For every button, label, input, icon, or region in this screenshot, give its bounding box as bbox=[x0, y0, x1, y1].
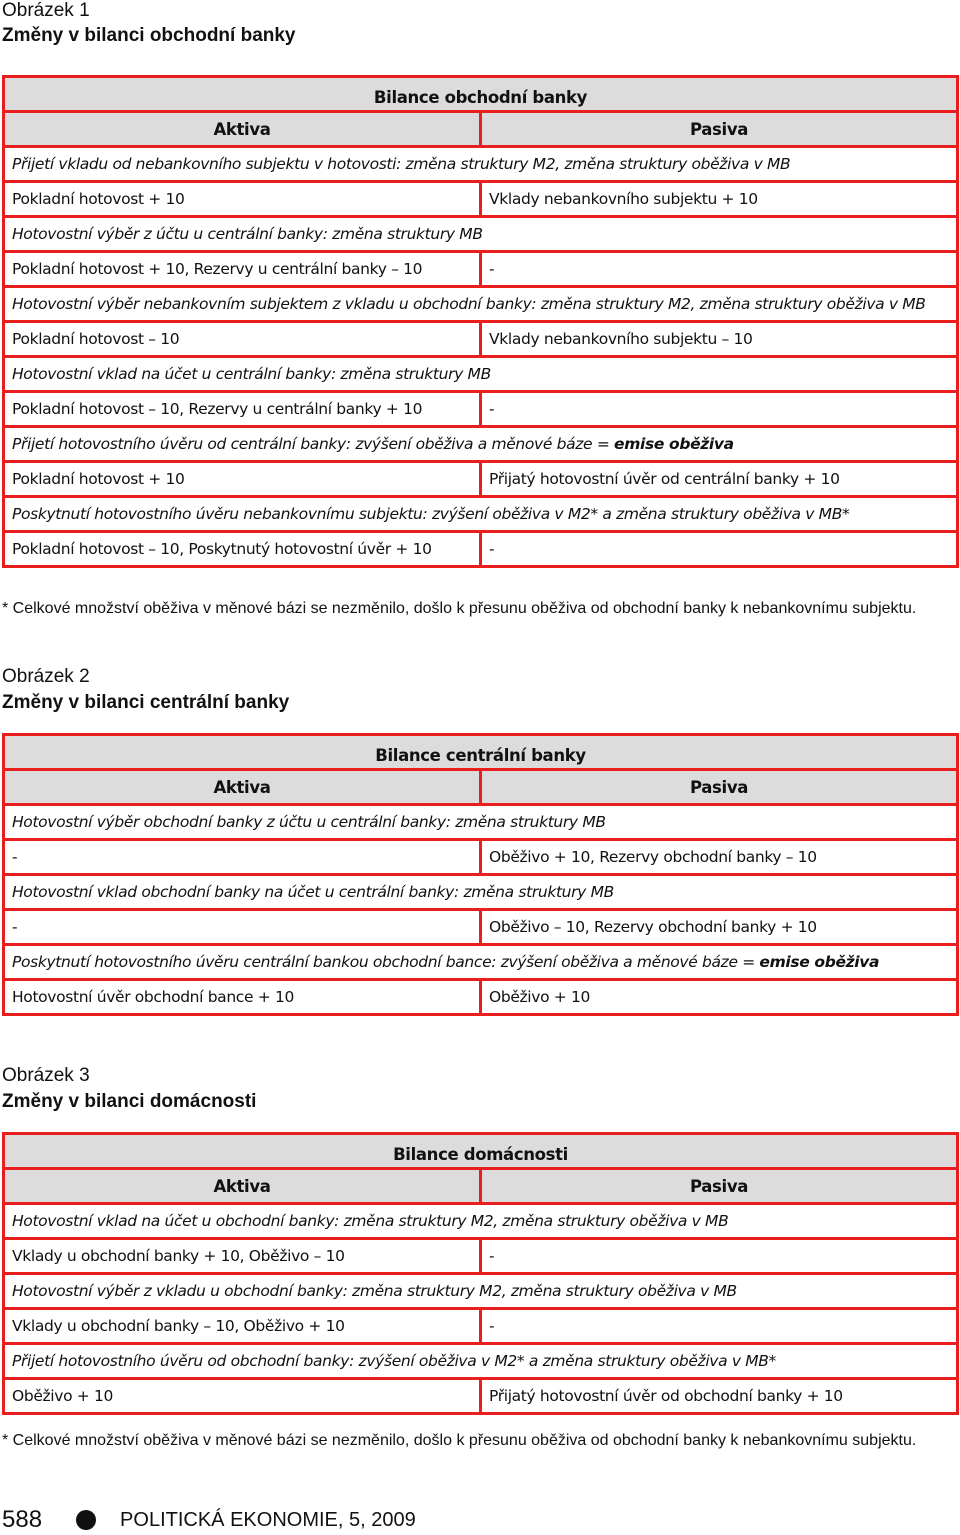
footnote: * Celkové množství oběživa v měnové bázi se nezměnilo, došlo k přesunu oběživa od obchodní banky k nebankovnímu subjektu. bbox=[2, 1432, 917, 1449]
transaction-caption: Hotovostní výběr z vkladu u obchodní banky: změna struktury M2, změna struktury oběživa v MB bbox=[4, 1274, 958, 1309]
transaction-caption bbox=[4, 427, 958, 462]
figure-3-title: Změny v bilanci domácnosti bbox=[2, 1091, 257, 1112]
assets-cell: Pokladní hotovost + 10 bbox=[4, 182, 481, 217]
table-title: Bilance domácnosti bbox=[4, 1134, 958, 1169]
assets-cell: Vklady u obchodní banky – 10, Oběživo + 10 bbox=[4, 1309, 481, 1344]
transaction-caption: Hotovostní vklad na účet u obchodní banky: změna struktury M2, změna struktury oběživa v MB bbox=[4, 1204, 958, 1239]
table-title: Bilance centrální banky bbox=[4, 735, 958, 770]
transaction-caption: Hotovostní výběr obchodní banky z účtu u centrální banky: změna struktury MB bbox=[4, 805, 958, 840]
liabilities-cell: Oběživo + 10, Rezervy obchodní banky – 10 bbox=[481, 840, 958, 875]
figure-1-title: Změny v bilanci obchodní banky bbox=[2, 25, 296, 46]
transaction-caption: Poskytnutí hotovostního úvěru nebankovnímu subjektu: zvýšení oběživa v M2* a změna struktury oběživa v MB* bbox=[4, 497, 958, 532]
liabilities-cell: Oběživo – 10, Rezervy obchodní banky + 10 bbox=[481, 910, 958, 945]
column-header-liabilities: Pasiva bbox=[481, 112, 958, 147]
assets-cell: Pokladní hotovost – 10 bbox=[4, 322, 481, 357]
liabilities-cell: - bbox=[481, 1239, 958, 1274]
transaction-caption bbox=[4, 945, 958, 980]
figure-2-label: Obrázek 2 bbox=[2, 666, 90, 687]
column-header-assets: Aktiva bbox=[4, 1169, 481, 1204]
caption-emphasis: emise oběživa bbox=[614, 435, 734, 453]
figure-3-label: Obrázek 3 bbox=[2, 1065, 90, 1086]
liabilities-cell: - bbox=[481, 392, 958, 427]
assets-cell: Vklady u obchodní banky + 10, Oběživo – 10 bbox=[4, 1239, 481, 1274]
column-header-assets: Aktiva bbox=[4, 112, 481, 147]
liabilities-cell: Vklady nebankovního subjektu – 10 bbox=[481, 322, 958, 357]
liabilities-cell: Přijatý hotovostní úvěr od centrální banky + 10 bbox=[481, 462, 958, 497]
figure-2-title: Změny v bilanci centrální banky bbox=[2, 692, 290, 713]
figure-1-label: Obrázek 1 bbox=[2, 0, 90, 21]
caption-text: Poskytnutí hotovostního úvěru centrální bankou obchodní bance: zvýšení oběživa a měnové báze = bbox=[12, 953, 760, 971]
assets-cell: Pokladní hotovost – 10, Rezervy u centrální banky + 10 bbox=[4, 392, 481, 427]
transaction-caption: Přijetí vkladu od nebankovního subjektu v hotovosti: změna struktury M2, změna struktury oběživa v MB bbox=[4, 147, 958, 182]
column-header-assets: Aktiva bbox=[4, 770, 481, 805]
liabilities-cell: - bbox=[481, 252, 958, 287]
page-footer bbox=[2, 1505, 416, 1535]
table-title: Bilance obchodní banky bbox=[4, 77, 958, 112]
liabilities-cell: Oběživo + 10 bbox=[481, 980, 958, 1015]
transaction-caption: Hotovostní vklad na účet u centrální banky: změna struktury MB bbox=[4, 357, 958, 392]
transaction-caption: Hotovostní výběr z účtu u centrální banky: změna struktury MB bbox=[4, 217, 958, 252]
liabilities-cell: Přijatý hotovostní úvěr od obchodní banky + 10 bbox=[481, 1379, 958, 1414]
assets-cell: Pokladní hotovost + 10 bbox=[4, 462, 481, 497]
balance-table-central-bank bbox=[2, 733, 959, 1016]
liabilities-cell: Vklady nebankovního subjektu + 10 bbox=[481, 182, 958, 217]
assets-cell: Hotovostní úvěr obchodní bance + 10 bbox=[4, 980, 481, 1015]
assets-cell: Oběživo + 10 bbox=[4, 1379, 481, 1414]
assets-cell: - bbox=[4, 910, 481, 945]
assets-cell: Pokladní hotovost – 10, Poskytnutý hotovostní úvěr + 10 bbox=[4, 532, 481, 567]
bullet-dot-icon bbox=[76, 1510, 96, 1530]
liabilities-cell: - bbox=[481, 532, 958, 567]
column-header-liabilities: Pasiva bbox=[481, 770, 958, 805]
liabilities-cell: - bbox=[481, 1309, 958, 1344]
transaction-caption: Hotovostní výběr nebankovním subjektem z vkladu u obchodní banky: změna struktury M2, změna struktury oběživa v MB bbox=[4, 287, 958, 322]
assets-cell: Pokladní hotovost + 10, Rezervy u centrální banky – 10 bbox=[4, 252, 481, 287]
transaction-caption: Přijetí hotovostního úvěru od obchodní banky: zvýšení oběživa v M2* a změna struktury oběživa v MB* bbox=[4, 1344, 958, 1379]
balance-table-commercial-bank bbox=[2, 75, 959, 568]
page-number: 588 bbox=[2, 1506, 43, 1533]
assets-cell: - bbox=[4, 840, 481, 875]
journal-name: POLITICKÁ EKONOMIE, 5, 2009 bbox=[120, 1508, 416, 1531]
caption-emphasis: emise oběživa bbox=[759, 953, 880, 971]
transaction-caption: Hotovostní vklad obchodní banky na účet u centrální banky: změna struktury MB bbox=[4, 875, 958, 910]
caption-text: Přijetí hotovostního úvěru od centrální banky: zvýšení oběživa a měnové báze = bbox=[12, 435, 615, 453]
column-header-liabilities: Pasiva bbox=[481, 1169, 958, 1204]
balance-table-household bbox=[2, 1132, 959, 1415]
footnote: * Celkové množství oběživa v měnové bázi se nezměnilo, došlo k přesunu oběživa od obchodní banky k nebankovnímu subjektu. bbox=[2, 600, 917, 617]
